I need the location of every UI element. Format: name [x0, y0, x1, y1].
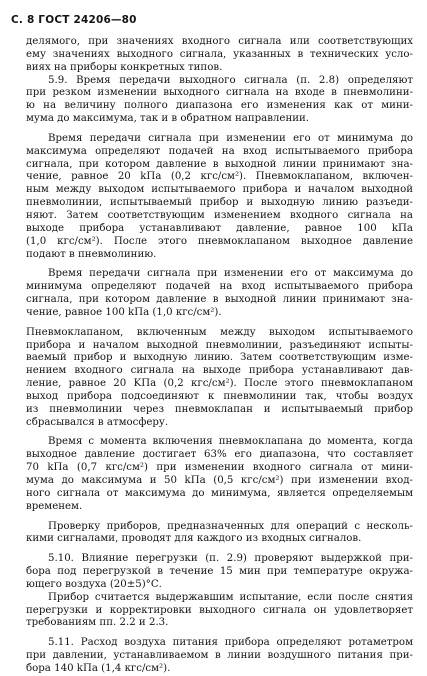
text-line: ющего воздуха (20±5)°С.	[26, 578, 162, 590]
text-line: сбрасывался в атмосферу.	[26, 416, 169, 428]
text-line: максимума определяют подачей на вход испытываемого прибора	[26, 145, 413, 157]
text-line: перегрузки и корректировки выходного сигнала он удовлетворяет	[26, 604, 413, 616]
text-line: 70 kПа (0,7 кгс/см²) при изменении входного сигнала от мини-	[26, 462, 413, 474]
text-line: пневмолинии, испытываемый прибор и выходную линию разъеди-	[26, 197, 413, 209]
paragraph-gap	[26, 514, 413, 521]
text-line: Пневмоклапаном, включенным между выходом испытываемого	[26, 326, 413, 338]
text-line: при давлении, устанавливаемом в линии воздушного питания при-	[26, 650, 413, 662]
text-line: чение, равное 100 kПа (1,0 кгс/см²).	[26, 306, 222, 318]
paragraph	[26, 327, 413, 430]
paragraph-gap	[26, 630, 413, 637]
paragraph-gap	[26, 546, 413, 553]
text-line: сигнала, при котором давление в выходной линии принимают зна-	[26, 158, 413, 170]
paragraph	[26, 75, 413, 126]
text-line: из пневмолинии через пневмоклапан и испытываемый прибор	[26, 403, 413, 415]
text-line: ным между выходом испытываемого прибора и началом выходной	[26, 184, 413, 196]
text-line: Прибор считается выдержавшим испытание, если после снятия	[48, 591, 413, 603]
text-line: чение, равное 20 kПа (0,2 кгс/см²). Пневмоклапаном, включен-	[26, 171, 413, 183]
text-line: виях на приборы конкретных типов.	[26, 61, 223, 73]
page-header: С. 8 ГОСТ 24206—80	[11, 14, 137, 26]
paragraph	[26, 521, 413, 547]
text-line: ного сигнала от максимума до минимума, является определяемым	[26, 487, 413, 499]
text-line: минимума определяют подачей на вход испытываемого прибора	[26, 281, 413, 293]
text-line: Время передачи сигнала при изменении его от минимума до	[48, 132, 413, 144]
paragraph-gap	[26, 429, 413, 436]
paragraph	[26, 36, 413, 75]
text-line: выходе прибора устанавливают давление, равное 100 kПа	[26, 222, 413, 234]
paragraph	[26, 436, 413, 513]
text-line: мума до максимума и 50 kПа (0,5 кгс/см²) при изменении вход-	[26, 475, 413, 486]
text-line: сигнала, при котором давление в выходной линии принимают зна-	[26, 294, 413, 306]
text-line: мума до максимума, так и в обратном направлении.	[26, 113, 310, 125]
document-body	[26, 36, 413, 676]
text-line: кими сигналами, проводят для каждого из входных сигналов.	[26, 533, 362, 545]
text-line: выходное давление достигает 63% его диапазона, что составляет	[26, 449, 413, 461]
text-line: требованиям пп. 2.2 и 2.3.	[26, 617, 169, 629]
paragraph-gap	[26, 126, 413, 133]
text-line: ление, равное 20 KПа (0,2 кгс/см²). После этого пневмоклапаном	[26, 378, 413, 390]
paragraph	[26, 268, 413, 319]
paragraph	[26, 553, 413, 592]
paragraph-gap	[26, 261, 413, 268]
text-line: подают в пневмолинию.	[26, 248, 157, 260]
text-line: няют. Затем соответствующим изменением входного сигнала на	[26, 209, 413, 221]
text-line: выход прибора подсоединяют к пневмолинии так, чтобы воздух	[26, 390, 413, 402]
text-line: бора под перегрузкой в течение 15 мин при температуре окружа-	[26, 566, 413, 578]
paragraph	[26, 133, 413, 261]
paragraph	[26, 637, 413, 676]
text-line: бора 140 kПа (1,4 кгс/см²).	[26, 662, 171, 674]
text-line: Проверку приборов, предназначенных для операций с несколь-	[48, 520, 413, 532]
text-line: временем.	[26, 500, 83, 512]
paragraph-gap	[26, 320, 413, 327]
text-line: ваемый прибор и выходную линию. Затем соответствующим изме-	[26, 352, 413, 364]
text-line: 5.9. Время передачи выходного сигнала (п. 2.8) определяют	[48, 74, 413, 86]
text-line: Время передачи сигнала при изменении его от максимума до	[48, 268, 413, 280]
text-line: Время с момента включения пневмоклапана до момента, когда	[48, 436, 413, 448]
text-line: при резком изменении выходного сигнала на входе в пневмолини-	[26, 87, 413, 99]
text-line: прибора и началом выходной пневмолинии, разъединяют испыты-	[26, 339, 413, 351]
text-line: ему значениях выходного сигнала, указанных в технических усло-	[26, 48, 413, 60]
text-line: ю на величину полного диапазона его изменения как от мини-	[26, 100, 413, 112]
text-line: 5.10. Влияние перегрузки (п. 2.9) проверяют выдержкой при-	[48, 553, 413, 565]
paragraph	[26, 592, 413, 631]
text-line: (1,0 кгс/см²). После этого пневмоклапаном выходное давление	[26, 235, 413, 247]
text-line: делямого, при значениях входного сигнала или соответствующих	[26, 36, 413, 47]
text-line: нением входного сигнала на выходе прибора устанавливают дав-	[26, 365, 413, 377]
text-line: 5.11. Расход воздуха питания прибора определяют ротаметром	[48, 637, 413, 649]
